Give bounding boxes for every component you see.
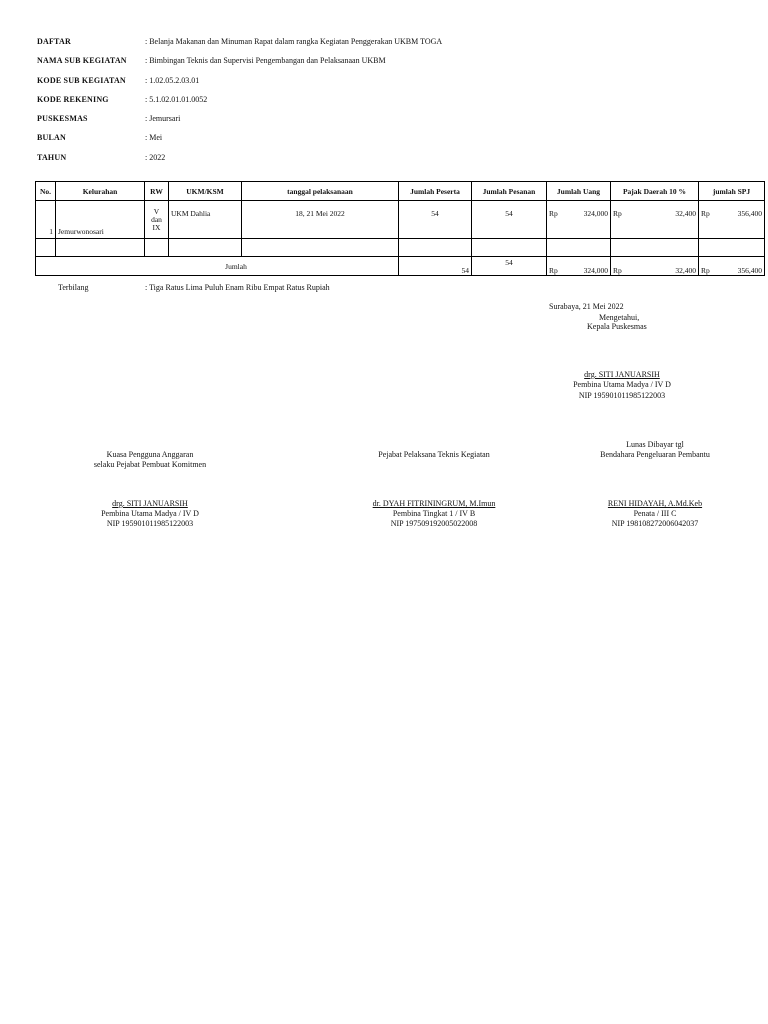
- header-nama-sub-kegiatan: [37, 54, 386, 66]
- sign2-title-1: Pejabat Pelaksana Teknis Kegiatan: [378, 450, 490, 459]
- col-header-ukm: UKM/KSM: [169, 182, 242, 201]
- currency-label: Rp: [613, 266, 622, 275]
- total-peserta: 54: [399, 257, 472, 276]
- currency-label: Rp: [549, 209, 558, 218]
- sign3-rank: Penata / III C: [633, 509, 677, 518]
- bulan-value: : Mei: [145, 132, 163, 142]
- kode-rekening-label: KODE REKENING: [37, 94, 109, 104]
- tahun-label: TAHUN: [37, 152, 67, 162]
- sign1-name: drg. SITI JANUARSIH: [112, 499, 188, 508]
- cell-rw: [145, 201, 169, 239]
- currency-label: Rp: [701, 266, 710, 275]
- expense-table: [35, 181, 765, 276]
- col-header-rw: RW: [145, 182, 169, 201]
- total-uang: [547, 257, 611, 276]
- header-bulan: [37, 131, 162, 143]
- header-daftar: [37, 35, 442, 47]
- rw-line-1: V: [153, 206, 160, 216]
- col-header-no: No.: [36, 182, 56, 201]
- bulan-label: BULAN: [37, 132, 67, 142]
- rw-line-3: IX: [152, 222, 161, 232]
- puskesmas-label: PUSKESMAS: [37, 113, 88, 123]
- currency-label: Rp: [549, 266, 558, 275]
- kepala-name: drg. SITI JANUARSIH: [584, 370, 660, 379]
- sign1-nip: NIP 195901011985122003: [106, 519, 194, 528]
- puskesmas-value: : Jemursari: [145, 113, 181, 123]
- col-header-kelurahan: Kelurahan: [56, 182, 145, 201]
- place-date: Surabaya, 21 Mei 2022: [549, 302, 624, 311]
- table-total-row: [36, 257, 765, 276]
- total-pesanan: 54: [472, 257, 547, 276]
- cell-ukm: UKM Dahlia: [169, 201, 242, 239]
- kepala-rank: Pembina Utama Madya / IV D: [573, 380, 671, 389]
- table-row: [36, 201, 765, 239]
- terbilang-label: Terbilang: [58, 283, 89, 292]
- header-kode-sub-kegiatan: [37, 74, 199, 86]
- table-row-empty: [36, 239, 765, 257]
- cell-uang: [547, 201, 611, 239]
- sign2-name: dr. DYAH FITRININGRUM, M.Imun: [372, 499, 496, 508]
- cell-no: 1: [36, 201, 56, 239]
- total-pajak: [611, 257, 699, 276]
- kode-sub-kegiatan-value: : 1.02.05.2.03.01: [145, 75, 200, 85]
- sign1-rank: Pembina Utama Madya / IV D: [101, 509, 199, 518]
- cell-pesanan: 54: [472, 201, 547, 239]
- pajak-value: 32,400: [675, 209, 696, 218]
- kode-rekening-value: : 5.1.02.01.01.0052: [145, 94, 208, 104]
- rw-line-2: dan: [151, 214, 162, 224]
- cell-tanggal: 18, 21 Mei 2022: [242, 201, 399, 239]
- daftar-label: DAFTAR: [37, 36, 71, 46]
- kepala-title: Kepala Puskesmas: [587, 322, 647, 331]
- nama-sub-kegiatan-value: : Bimbingan Teknis dan Supervisi Pengembangan dan Pelaksanaan UKBM: [145, 55, 386, 65]
- kepala-nip: NIP 195901011985122003: [578, 391, 666, 400]
- mengetahui-text: Mengetahui,: [599, 313, 640, 322]
- sign1-title-2: selaku Pejabat Pembuat Komitmen: [93, 460, 207, 469]
- col-header-tanggal: tanggal pelaksanaan: [242, 182, 399, 201]
- terbilang-value: : Tiga Ratus Lima Puluh Enam Ribu Empat Ratus Rupiah: [145, 283, 330, 292]
- col-header-pesanan: Jumlah Pesanan: [472, 182, 547, 201]
- total-uang-value: 324,000: [583, 266, 608, 275]
- sign3-title-2: Bendahara Pengeluaran Pembantu: [600, 450, 710, 459]
- cell-kelurahan: Jemurwonosari: [56, 201, 145, 239]
- total-spj-value: 356,400: [737, 266, 762, 275]
- kode-sub-kegiatan-label: KODE SUB KEGIATAN: [37, 75, 126, 85]
- header-tahun: [37, 151, 165, 163]
- total-pajak-value: 32,400: [675, 266, 696, 275]
- header-kode-rekening: [37, 93, 207, 105]
- cell-spj: [699, 201, 765, 239]
- header-puskesmas: [37, 112, 180, 124]
- cell-pajak: [611, 201, 699, 239]
- col-header-spj: jumlah SPJ: [699, 182, 765, 201]
- currency-label: Rp: [613, 209, 622, 218]
- sign2-rank: Pembina Tingkat 1 / IV B: [392, 509, 476, 518]
- spj-value: 356,400: [737, 209, 762, 218]
- sign3-name: RENI HIDAYAH, A.Md.Keb: [607, 499, 703, 508]
- sign3-title-1: Lunas Dibayar tgl: [626, 440, 684, 449]
- table-header-row: [36, 182, 765, 201]
- sign3-nip: NIP 198108272006042037: [611, 519, 699, 528]
- daftar-value: : Belanja Makanan dan Minuman Rapat dalam rangka Kegiatan Penggerakan UKBM TOGA: [145, 36, 443, 46]
- total-label: Jumlah: [36, 257, 399, 276]
- sign2-nip: NIP 197509192005022008: [390, 519, 478, 528]
- cell-peserta: 54: [399, 201, 472, 239]
- total-spj: [699, 257, 765, 276]
- sign1-title-1: Kuasa Pengguna Anggaran: [106, 450, 194, 459]
- uang-value: 324,000: [583, 209, 608, 218]
- col-header-uang: Jumlah Uang: [547, 182, 611, 201]
- nama-sub-kegiatan-label: NAMA SUB KEGIATAN: [37, 55, 127, 65]
- col-header-peserta: Jumlah Peserta: [399, 182, 472, 201]
- tahun-value: : 2022: [145, 152, 166, 162]
- col-header-pajak: Pajak Daerah 10 %: [611, 182, 699, 201]
- currency-label: Rp: [701, 209, 710, 218]
